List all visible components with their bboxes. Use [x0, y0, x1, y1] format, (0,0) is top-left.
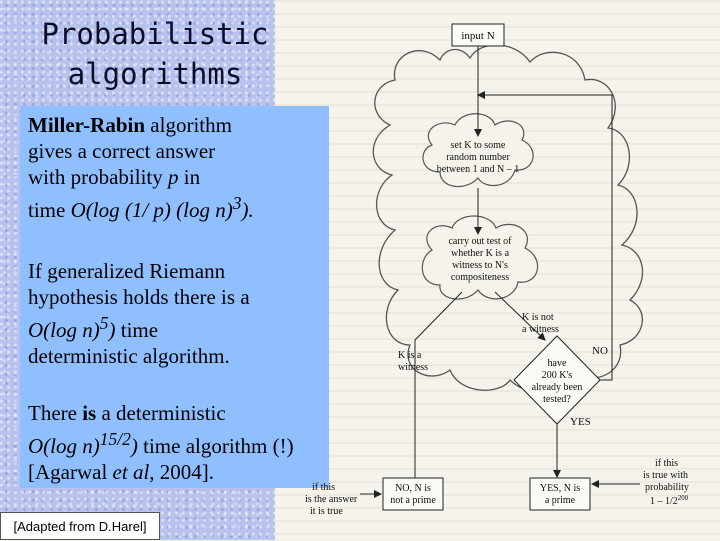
decision-line1: have	[547, 358, 567, 369]
p3-line2-end: time algorithm (!)	[137, 434, 294, 458]
term-miller-rabin: Miller-Rabin	[28, 113, 146, 137]
p1-line4: time	[28, 198, 71, 222]
right-note-line2: is true with	[643, 470, 688, 481]
p1-line3-end: in	[178, 165, 201, 189]
p2-line3-end: time	[115, 318, 159, 342]
p3-line3: [Agarwal	[28, 460, 113, 484]
carry-out-line2: whether K is a	[450, 248, 510, 259]
outer-cloud	[373, 45, 642, 393]
p2-line1: If generalized Riemann	[28, 259, 226, 283]
witness-line2: witness	[398, 362, 428, 373]
out-no-line2: not a prime	[390, 495, 436, 506]
p1-line1: algorithm	[145, 113, 232, 137]
right-note-exponent: 200	[677, 494, 689, 502]
right-note-fraction: 1 – 1/2	[650, 496, 678, 507]
credit-note: [Adapted from D.Harel]	[0, 512, 160, 540]
p3-complexity-text: O(log n)	[28, 434, 100, 458]
p2-line2: hypothesis holds there is a	[28, 285, 250, 309]
p2-exponent: 5	[99, 313, 109, 333]
left-note-line2: is the answer	[305, 494, 358, 505]
p3-emphasis: is	[82, 401, 97, 425]
carry-out-line4: compositeness	[450, 272, 510, 283]
out-yes-line2: a prime	[544, 495, 576, 506]
p1-exponent: 3	[232, 193, 242, 213]
p1-complexity-text: O(log (1/ p) (log n)	[70, 198, 233, 222]
decision-line3: already been	[531, 382, 583, 393]
decision-line4: tested?	[543, 394, 571, 405]
yes-label: YES	[570, 416, 591, 428]
p2-line4: deterministic algorithm.	[28, 344, 230, 368]
p3-line1-end: a deterministic	[96, 401, 226, 425]
left-note-line3: it is true	[310, 506, 343, 517]
p3-line1: There	[28, 401, 83, 425]
out-yes-line1: YES, N is	[539, 483, 581, 494]
p3-exponent: 15/2	[99, 429, 131, 449]
arrow-witness-to-no	[415, 292, 462, 490]
p1-probability: p	[168, 165, 179, 189]
out-no-line1: NO, N is	[395, 483, 431, 494]
p2-complexity-end: )	[108, 318, 116, 342]
right-note-line3: probability	[645, 482, 689, 493]
not-witness-line1: K is not	[522, 312, 554, 323]
set-k-line3: between 1 and N – 1	[436, 164, 520, 175]
slide-title: Probabilistic algorithms	[41, 17, 269, 91]
set-k-line2: random number	[446, 152, 510, 163]
p1-line2: gives a correct answer	[28, 139, 216, 163]
set-k-line1: set K to some	[450, 140, 506, 151]
p1-complexity-end: ).	[241, 198, 254, 222]
not-witness-line2: a witness	[522, 324, 559, 335]
p1-line3: with probability	[28, 165, 168, 189]
carry-out-line3: witness to N's	[452, 260, 508, 271]
decision-line2: 200 K's	[541, 370, 573, 381]
p3-et-al: et al	[112, 460, 150, 484]
p3-complexity-end: )	[130, 434, 138, 458]
left-note-line1: if this	[312, 482, 336, 493]
p3-line3-end: , 2004].	[149, 460, 215, 484]
input-label: input N	[461, 30, 495, 42]
p2-complexity-text: O(log n)	[28, 318, 100, 342]
carry-out-line1: carry out test of	[448, 236, 512, 247]
right-note-line1: if this	[655, 458, 679, 469]
witness-line1: K is a	[398, 350, 422, 361]
right-note-line4	[650, 494, 689, 507]
no-label: NO	[592, 345, 608, 357]
